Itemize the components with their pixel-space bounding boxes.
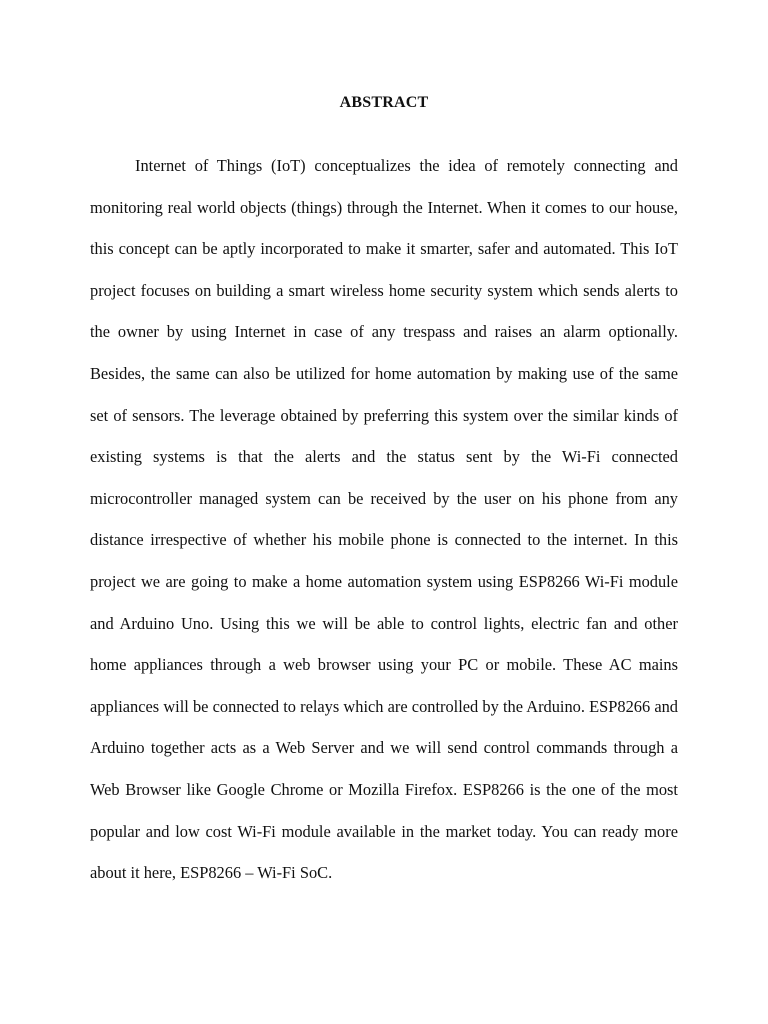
abstract-heading: ABSTRACT <box>339 94 429 111</box>
abstract-paragraph: Internet of Things (IoT) conceptualizes the idea of remotely connecting and monitoring real world objects (things) through the Internet. When it comes to our house, this concept can be aptly incorporated to make it smarter, safer and automated. This IoT project focuses on building a smart wireless home security system which sends alerts to the owner by using Internet in case of any trespass and raises an alarm optionally. Besides, the same can also be utilized for home automation by making use of the same set of sensors. The leverage obtained by preferring this system over the similar kinds of existing systems is that the alerts and the status sent by the Wi-Fi connected microcontroller managed system can be received by the user on his phone from any distance irrespective of whether his mobile phone is connected to the internet. In this project we are going to make a home automation system using ESP8266 Wi-Fi module and Arduino Uno. Using this we will be able to control lights, electric fan and other home appliances through a web browser using your PC or mobile. These AC mains appliances will be connected to relays which are controlled by the Arduino. ESP8266 and Arduino together acts as a Web Server and we will send control commands through a Web Browser like Google Chrome or Mozilla Firefox. ESP8266 is the one of the most popular and low cost Wi-Fi module available in the market today. You can ready more about it here, ESP8266 – Wi-Fi SoC. <box>90 156 678 883</box>
